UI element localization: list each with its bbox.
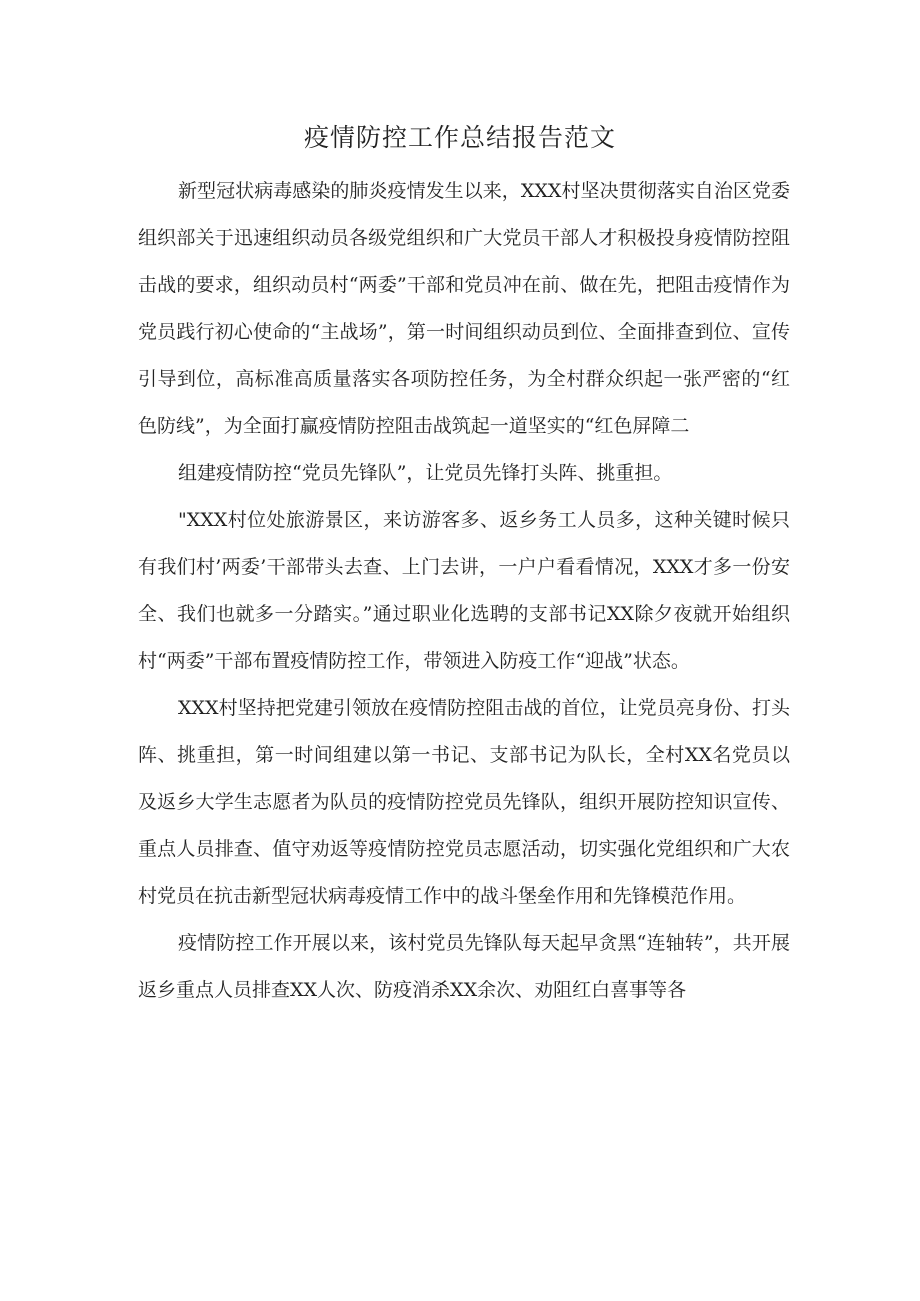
document-title: 疫情防控工作总结报告范文	[303, 123, 616, 152]
paragraph-quote: "XXX村位处旅游景区，来访游客多、返乡务工人员多，这种关键时候只有我们村’两委’干部带头去查、上门去讲，一户户看看情况，XXX才多一份安全、我们也就多一分踏实。”通过职业化选聘的支部书记XX除夕夜就开始组织村“两委”干部布置疫情防控工作，带领进入防疫工作“迎战”状态。	[138, 509, 790, 672]
document-body	[138, 168, 790, 1014]
paragraph-work-summary: 疫情防控工作开展以来，该村党员先锋队每天起早贪黑“连轴转”，共开展返乡重点人员排查XX人次、防疫消杀XX余次、劝阻红白喜事等各	[138, 932, 790, 1001]
paragraph-vanguard-heading: 组建疫情防控“党员先锋队”，让党员先锋打头阵、挑重担。	[178, 462, 673, 484]
paragraph-party-building: XXX村坚持把党建引领放在疫情防控阻击战的首位，让党员亮身份、打头阵、挑重担，第一时间组建以第一书记、支部书记为队长，全村XX名党员以及返乡大学生志愿者为队员的疫情防控党员先锋队，组织开展防控知识宣传、重点人员排查、值守劝返等疫情防控党员志愿活动，切实强化党组织和广大农村党员在抗击新型冠状病毒疫情工作中的战斗堡垒作用和先锋模范作用。	[138, 697, 790, 907]
paragraph-intro: 新型冠状病毒感染的肺炎疫情发生以来，XXX村坚决贯彻落实自治区党委组织部关于迅速组织动员各级党组织和广大党员干部人才积极投身疫情防控阻击战的要求，组织动员村“两委”干部和党员冲在前、做在先，把阻击疫情作为党员践行初心使命的“主战场”，第一时间组织动员到位、全面排查到位、宣传引导到位，高标准高质量落实各项防控任务，为全村群众织起一张严密的“红色防线”，为全面打赢疫情防控阻击战筑起一道坚实的“红色屏障二	[138, 180, 790, 437]
